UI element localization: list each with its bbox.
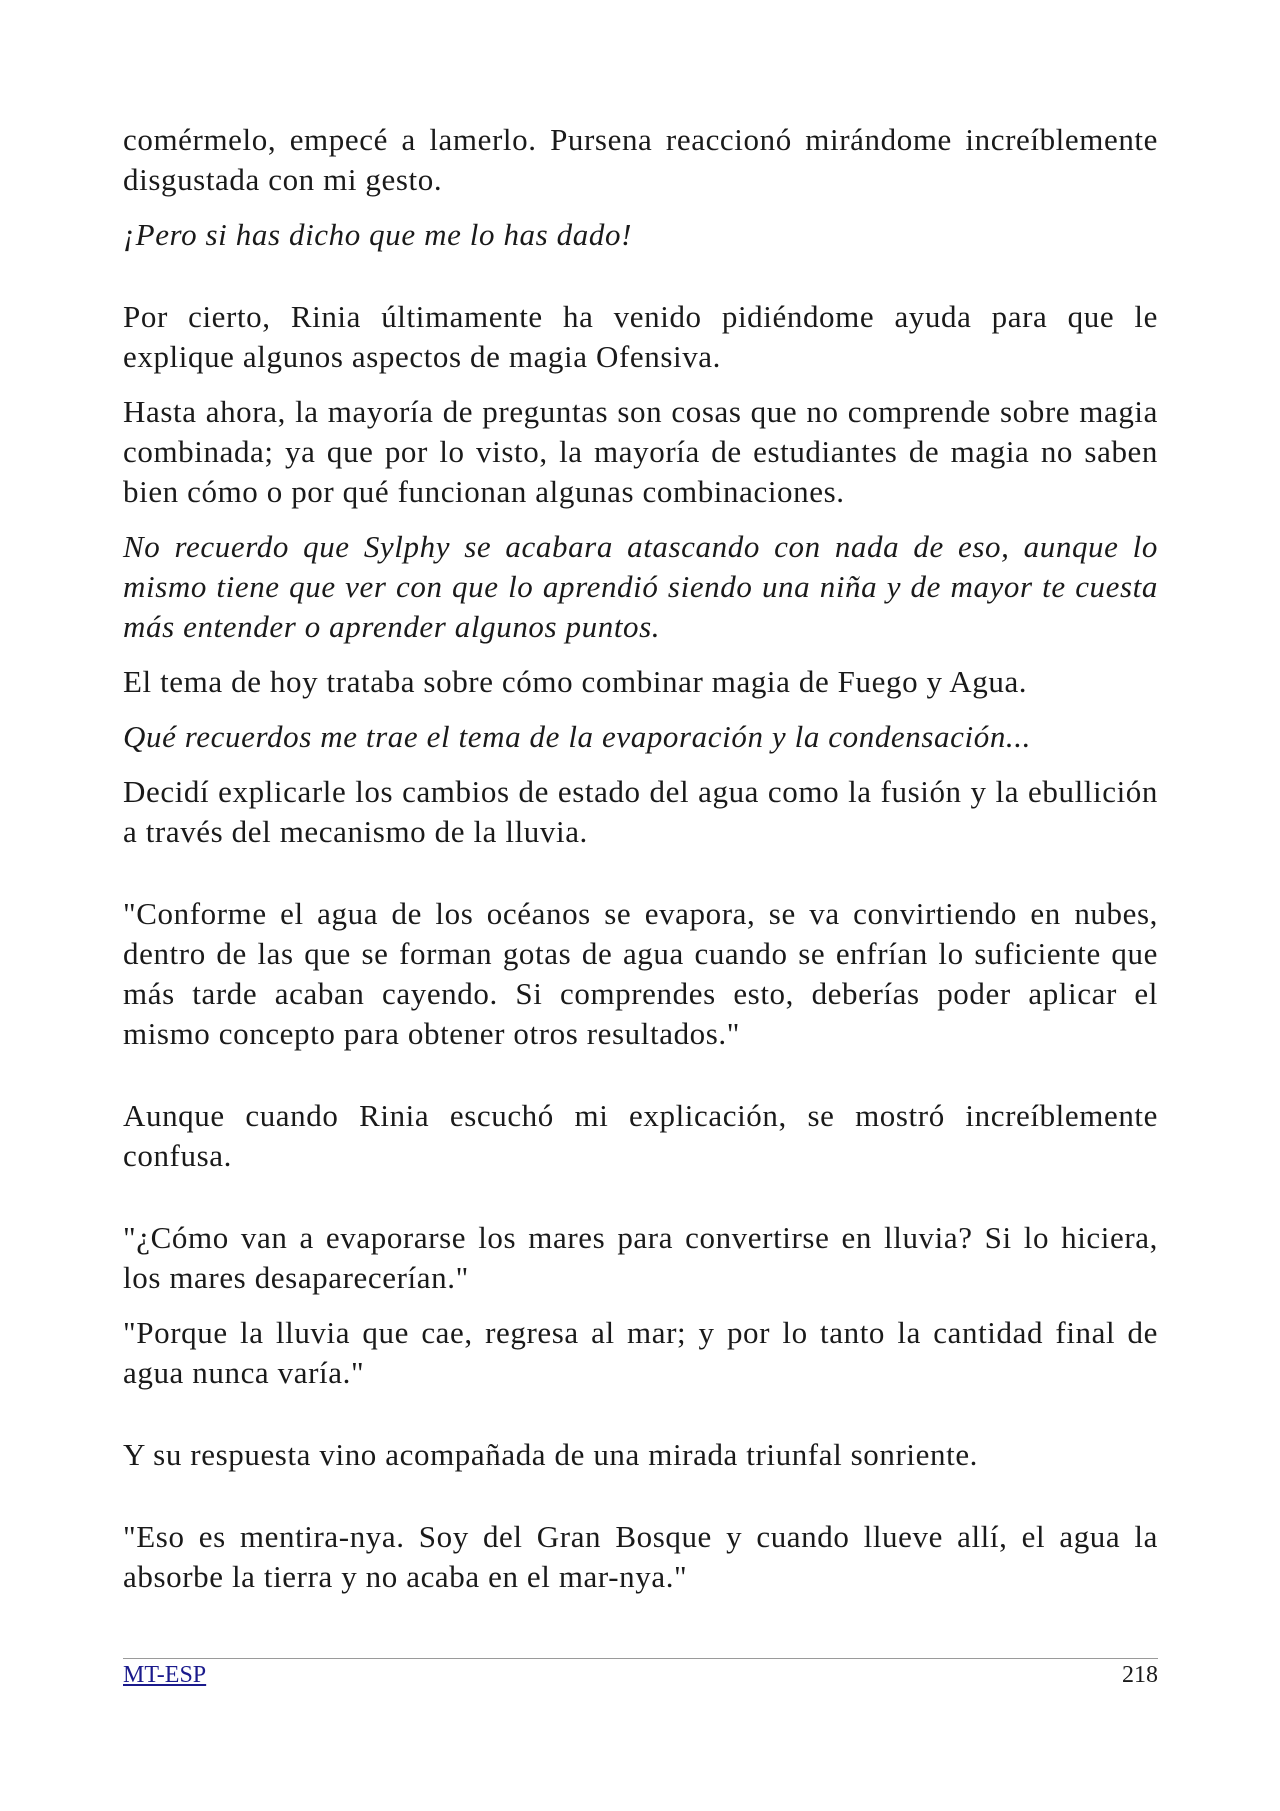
paragraph: ¡Pero si has dicho que me lo has dado! (123, 217, 632, 252)
paragraph: Aunque cuando Rinia escuchó mi explicación, se mostró increíblemente confusa. (123, 1098, 1158, 1173)
footer-source-link[interactable]: MT-ESP (123, 1662, 207, 1688)
footer-divider (123, 1658, 1158, 1659)
paragraph: "Conforme el agua de los océanos se evapora, se va convirtiendo en nubes, dentro de las que se forman gotas de agua cuando se enfrían lo suficiente que más tarde acaban cayendo. Si comprendes esto, deberías poder aplicar el mismo concepto para obtener otros resultados." (123, 896, 1158, 1051)
paragraph: El tema de hoy trataba sobre cómo combinar magia de Fuego y Agua. (123, 664, 1028, 699)
paragraph: Decidí explicarle los cambios de estado del agua como la fusión y la ebullición a través del mecanismo de la lluvia. (123, 774, 1158, 849)
paragraph: comérmelo, empecé a lamerlo. Pursena reaccionó mirándome increíblemente disgustada con mi gesto. (123, 122, 1158, 197)
paragraph: "Eso es mentira-nya. Soy del Gran Bosque y cuando llueve allí, el agua la absorbe la tierra y no acaba en el mar-nya." (123, 1519, 1158, 1594)
page-number: 218 (1122, 1662, 1158, 1688)
page-body (123, 120, 1158, 1612)
page-footer (123, 1660, 1158, 1690)
paragraph: Y su respuesta vino acompañada de una mirada triunfal sonriente. (123, 1437, 979, 1472)
paragraph: Por cierto, Rinia últimamente ha venido pidiéndome ayuda para que le explique algunos aspectos de magia Ofensiva. (123, 299, 1158, 374)
paragraph: "Porque la lluvia que cae, regresa al mar; y por lo tanto la cantidad final de agua nunca varía." (123, 1315, 1158, 1390)
paragraph: Hasta ahora, la mayoría de preguntas son cosas que no comprende sobre magia combinada; ya que por lo visto, la mayoría de estudiantes de magia no saben bien cómo o por qué funcionan algunas combinaciones. (123, 394, 1158, 509)
paragraph: No recuerdo que Sylphy se acabara atascando con nada de eso, aunque lo mismo tiene que ver con que lo aprendió siendo una niña y de mayor te cuesta más entender o aprender algunos puntos. (123, 529, 1158, 644)
paragraph: Qué recuerdos me trae el tema de la evaporación y la condensación... (123, 719, 1031, 754)
paragraph: "¿Cómo van a evaporarse los mares para convertirse en lluvia? Si lo hiciera, los mares desaparecerían." (123, 1220, 1158, 1295)
